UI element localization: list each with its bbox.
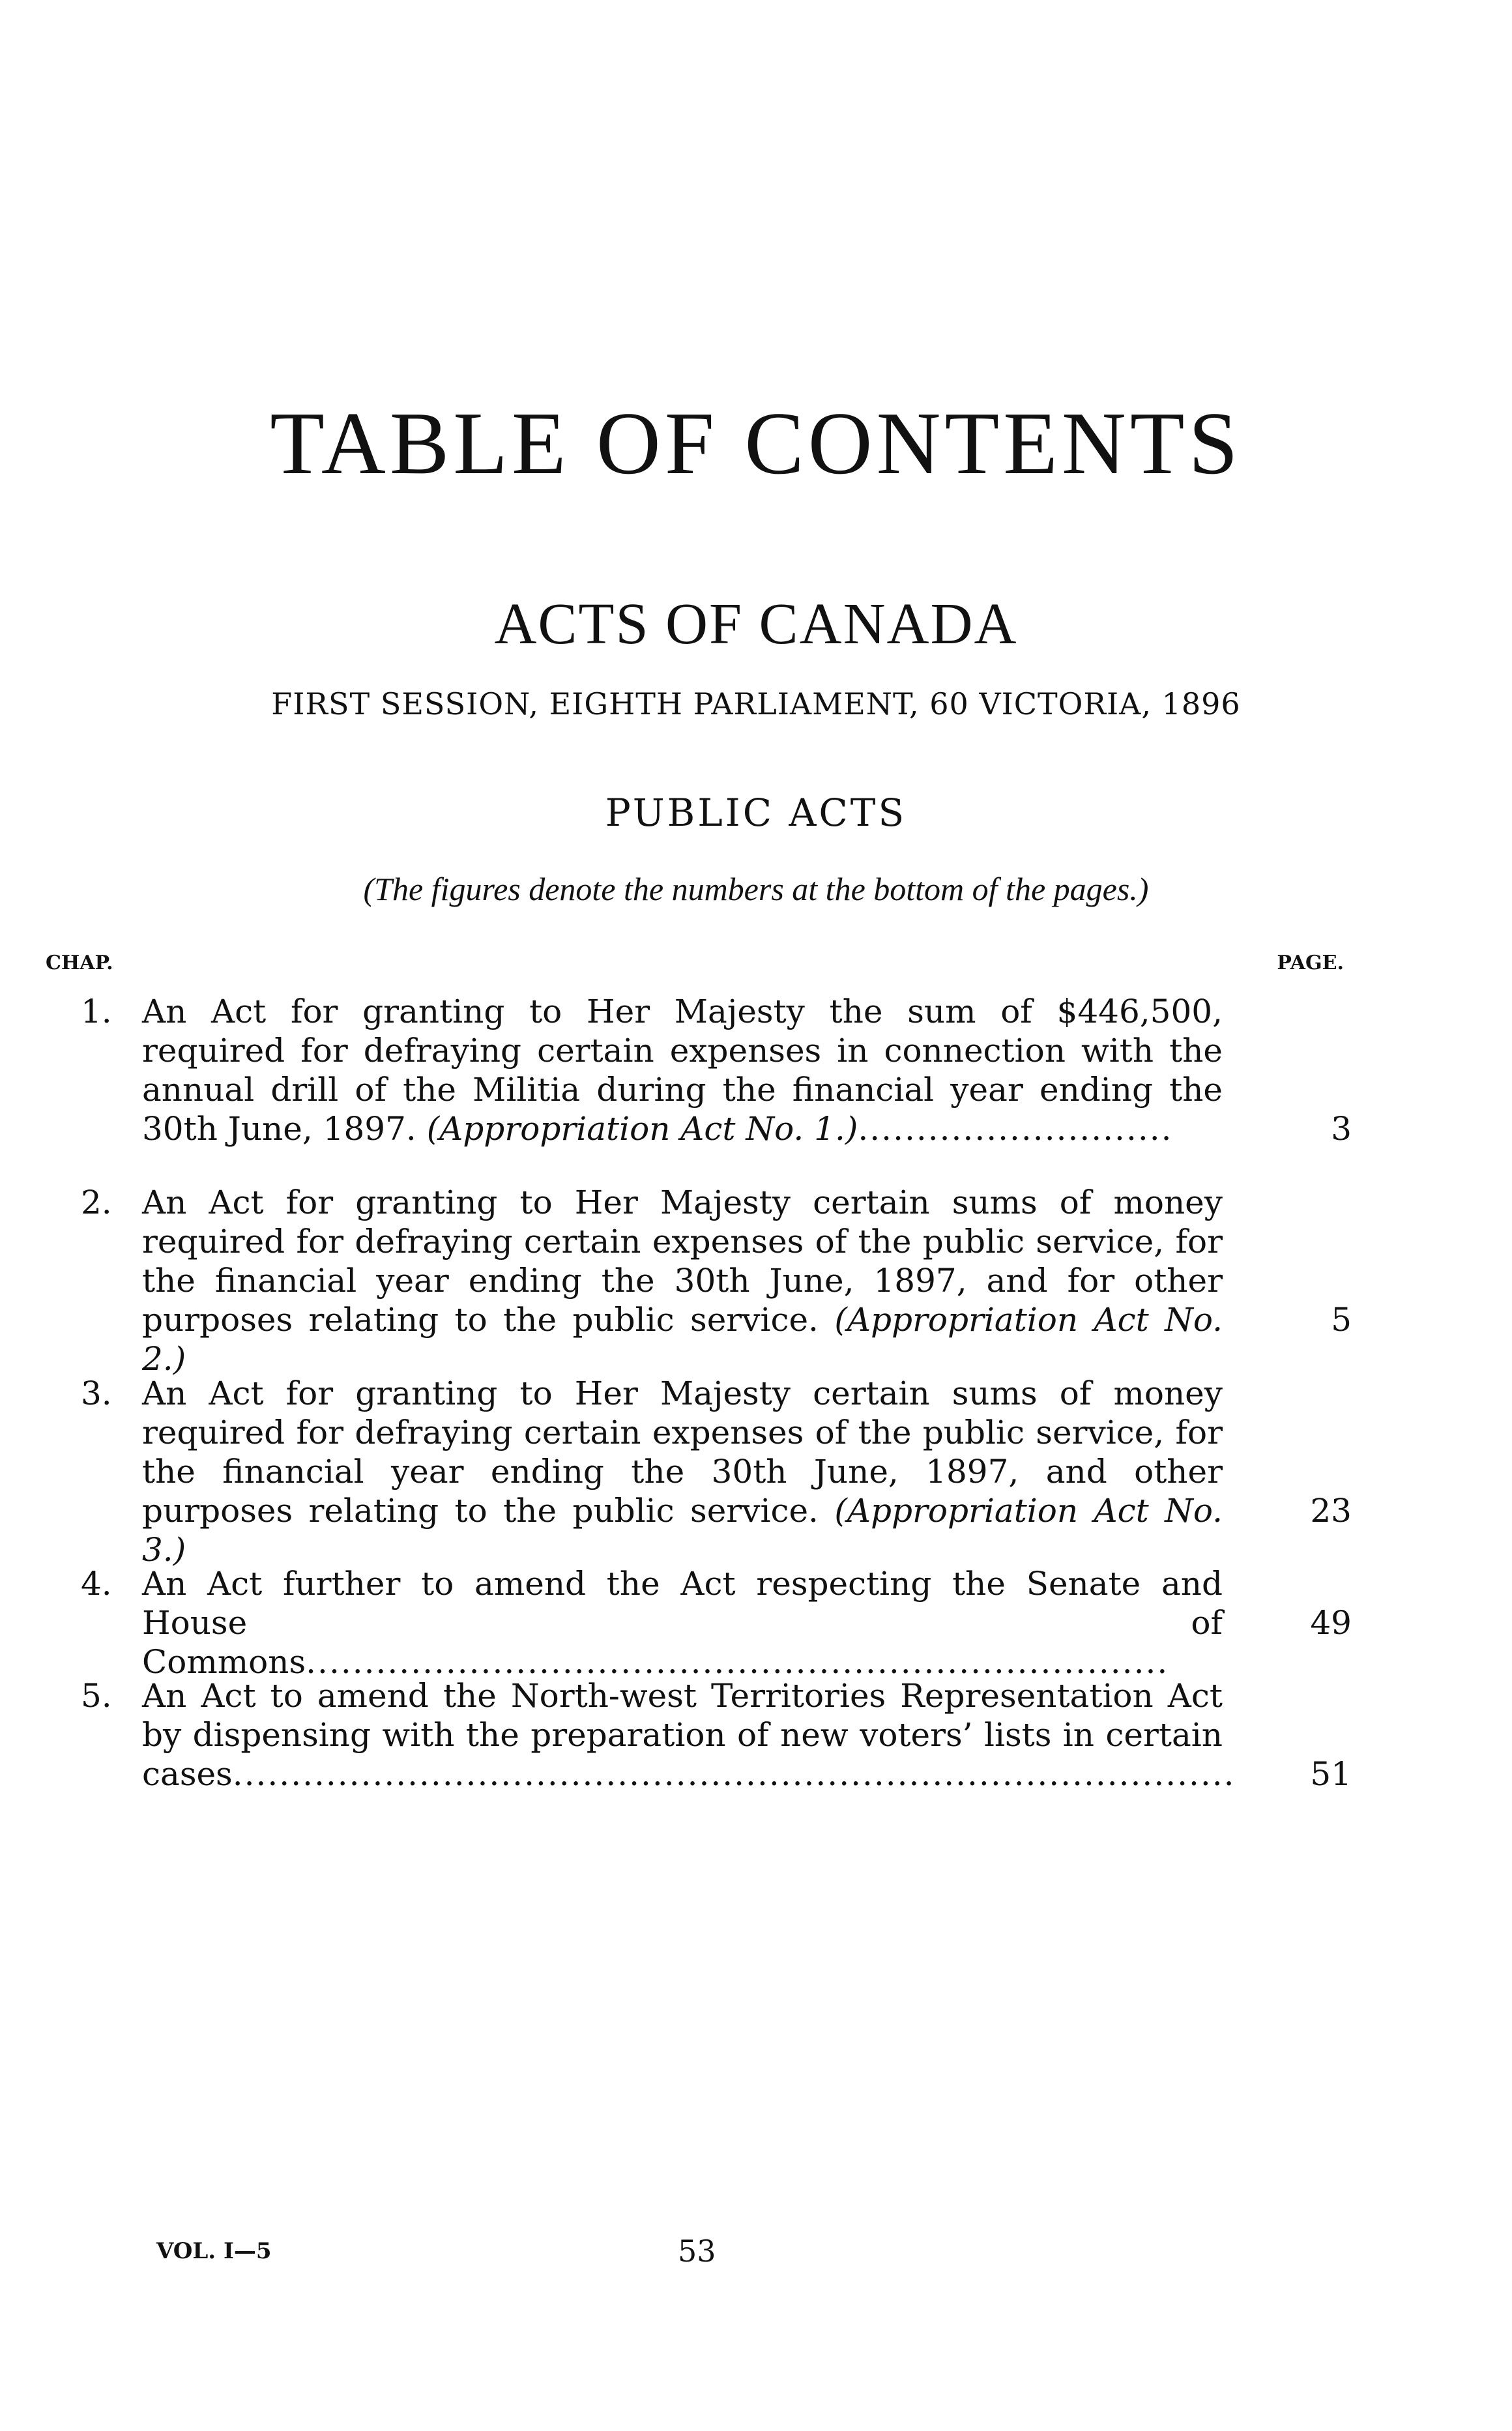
session-line: FIRST SESSION, EIGHTH PARLIAMENT, 60 VICTORIA, 1896 (271, 686, 1241, 721)
toc-entry (81, 1676, 1352, 1800)
acts-heading: ACTS OF CANADA (494, 592, 1018, 656)
section-heading: PUBLIC ACTS (605, 791, 907, 835)
short-title: (Appropriation Act No. 3.) (142, 1492, 1223, 1569)
page-number: 53 (678, 2234, 716, 2269)
leader-dots: ........................... (858, 1110, 1173, 1148)
entry-text: An Act to amend the North-west Territories Representation Act by dispensing with the preparation of new voters’ lists in certain cases (142, 1677, 1223, 1793)
entry-description (142, 1676, 1236, 1794)
chapter-number: 1. (81, 993, 112, 1030)
page-title: TABLE OF CONTENTS (270, 394, 1242, 493)
volume-signature: VOL. I—5 (156, 2238, 272, 2264)
page-reference: 5 (1331, 1301, 1352, 1339)
entry-text: An Act for granting to Her Majesty certain sums of money required for defraying certain expenses of the public service, for the financial year ending the 30th June, 1897, and for other purposes relating to the public service. (142, 1184, 1223, 1339)
chapter-number: 3. (81, 1375, 112, 1412)
short-title: (Appropriation Act No. 1.) (426, 1110, 858, 1148)
chap-column-header: CHAP. (46, 952, 113, 974)
entry-text: An Act further to amend the Act respecting the Senate and House of Commons (142, 1565, 1223, 1681)
chapter-number: 2. (81, 1184, 112, 1221)
entry-description (142, 1374, 1223, 1569)
page-reference: 3 (1331, 1110, 1352, 1148)
toc-entry (81, 1183, 1352, 1378)
short-title: (Appropriation Act No. 2.) (142, 1301, 1223, 1378)
toc-entry (81, 992, 1352, 1155)
chapter-number: 4. (81, 1565, 112, 1603)
toc-entry (81, 1374, 1352, 1569)
page-reference: 23 (1310, 1492, 1352, 1530)
entry-description (142, 992, 1223, 1148)
toc-entry (81, 1564, 1352, 1681)
page-reference: 51 (1310, 1755, 1352, 1793)
entry-text: An Act for granting to Her Majesty certain sums of money required for defraying certain expenses of the public service, for the financial year ending the 30th June, 1897, and other purposes relating to the public service. (142, 1375, 1223, 1530)
chapter-number: 5. (81, 1677, 112, 1715)
entry-text: An Act for granting to Her Majesty the sum of $446,500, required for defraying certain expenses in connection with the annual drill of the Militia during the financial year ending the 30th June, 1897. (142, 993, 1223, 1148)
leader-dots: ...................................................................................... (232, 1755, 1236, 1793)
page-reference: 49 (1310, 1604, 1352, 1642)
figures-note: (The figures denote the numbers at the bottom of the pages.) (363, 871, 1149, 907)
leader-dots: .......................................................................... (306, 1643, 1169, 1681)
page-column-header: PAGE. (1277, 952, 1344, 974)
entry-description (142, 1183, 1223, 1378)
entry-description (142, 1564, 1223, 1681)
